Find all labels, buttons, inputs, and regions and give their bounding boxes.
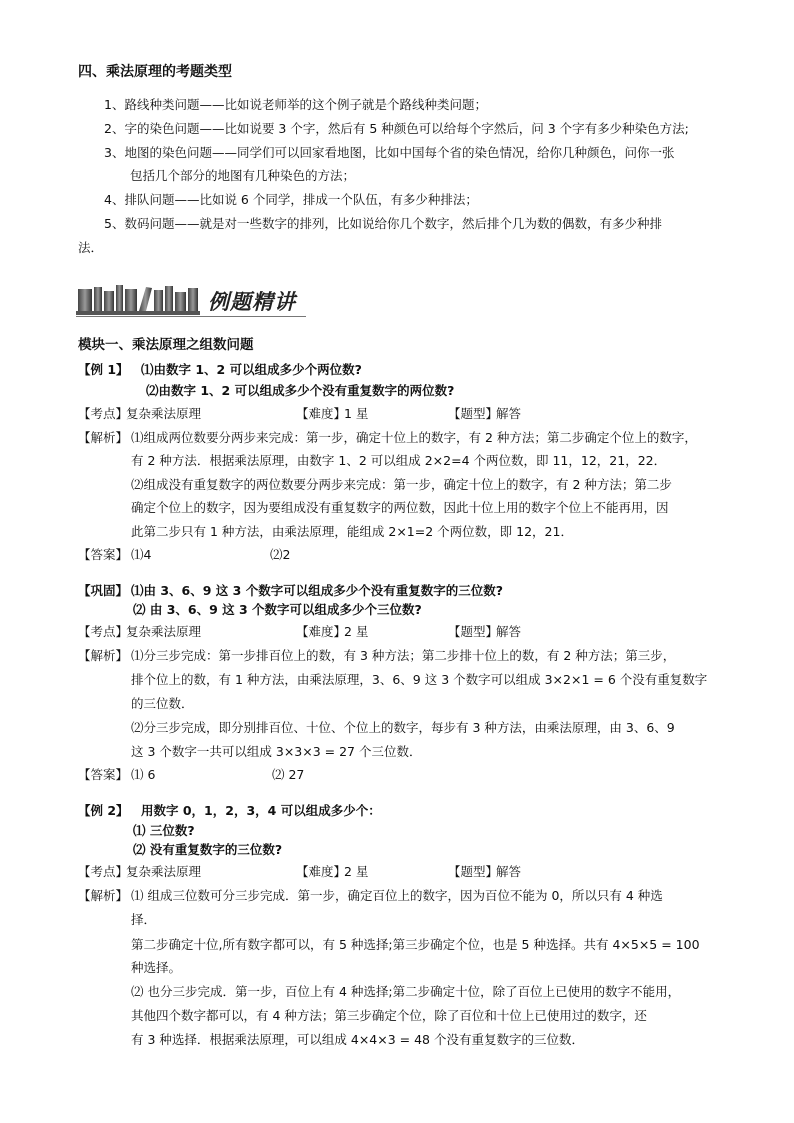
- jiexi-line: 种选择。: [131, 960, 182, 975]
- tixing-label: 【题型】: [448, 624, 499, 639]
- example-tag: 【例 1】: [78, 362, 129, 377]
- jiexi-line: 排个位上的数，有 1 种方法，由乘法原理，3、6、9 这 3 个数字可以组成 3×2×1 = 6 个没有重复数字: [131, 672, 708, 687]
- tixing-value: 解答: [496, 406, 522, 421]
- type-item: 3、地图的染色问题——同学们可以回家看地图，比如中国每个省的染色情况，给你几种颜色，问你一张: [104, 145, 675, 160]
- jiexi-line: 这 3 个数字一共可以组成 3×3×3 = 27 个三位数．: [131, 744, 422, 759]
- answer-2: ⑵ 27: [272, 767, 305, 782]
- question-2: ⑵ 没有重复数字的三位数?: [133, 842, 283, 857]
- section-heading: 四、乘法原理的考题类型: [78, 64, 232, 80]
- nandu-value: 2 星: [344, 864, 369, 879]
- banner-title: 例题精讲: [208, 289, 296, 314]
- question-1: ⑴由数字 1、2 可以组成多少个两位数?: [141, 362, 362, 377]
- jiexi-line: ⑴分三步完成：第一步排百位上的数，有 3 种方法；第二步排十位上的数，有 2 种方法；第三步，: [131, 648, 676, 663]
- answer-label: 【答案】: [78, 547, 129, 562]
- question-2: ⑵ 由 3、6、9 这 3 个数字可以组成多少个三位数?: [133, 602, 422, 617]
- tixing-value: 解答: [496, 864, 522, 879]
- jiexi-line: ⑴组成两位数要分两步来完成：第一步，确定十位上的数字，有 2 种方法；第二步确定个位上的数字，: [131, 430, 697, 445]
- jiexi-line: 此第二步只有 1 种方法，由乘法原理，能组成 2×1=2 个两位数，即 12，21．: [131, 524, 573, 539]
- jiexi-line: ⑵组成没有重复数字的两位数要分两步来完成：第一步，确定十位上的数字，有 2 种方法；第二步: [131, 477, 672, 492]
- kaodian-label: 【考点】: [78, 624, 129, 639]
- nandu-label: 【难度】: [296, 624, 347, 639]
- answer-1: ⑴ 6: [131, 767, 156, 782]
- jiexi-line: 有 2 种方法．根据乘法原理，由数字 1、2 可以组成 2×2=4 个两位数，即 11，12，21，22．: [131, 453, 667, 468]
- example-tag: 【巩固】: [78, 583, 129, 598]
- question-stem: 用数字 0，1，2，3，4 可以组成多少个：: [141, 803, 381, 818]
- nandu-label: 【难度】: [296, 864, 347, 879]
- nandu-value: 2 星: [344, 624, 369, 639]
- jiexi-label: 【解析】: [78, 648, 129, 663]
- jiexi-line: 择．: [131, 912, 157, 927]
- type-item: 包括几个部分的地图有几种染色的方法；: [130, 168, 356, 183]
- type-item: 1、路线种类问题——比如说老师举的这个例子就是个路线种类问题；: [104, 97, 487, 112]
- example-tag: 【例 2】: [78, 803, 129, 818]
- answer-label: 【答案】: [78, 767, 129, 782]
- kaodian-label: 【考点】: [78, 864, 129, 879]
- type-item: 5、数码问题——就是对一些数字的排列，比如说给你几个数字，然后排个几为数的偶数，有多少种排: [104, 216, 662, 231]
- kaodian-value: 复杂乘法原理: [126, 864, 202, 879]
- jiexi-line: ⑵分三步完成，即分别排百位、十位、个位上的数字，每步有 3 种方法，由乘法原理，由 3、6、9: [131, 720, 675, 735]
- jiexi-label: 【解析】: [78, 888, 129, 903]
- question-1: ⑴由 3、6、9 这 3 个数字可以组成多少个没有重复数字的三位数?: [131, 583, 503, 598]
- tixing-value: 解答: [496, 624, 522, 639]
- question-2: ⑵由数字 1、2 可以组成多少个没有重复数字的两位数?: [146, 383, 455, 398]
- question-1: ⑴ 三位数?: [133, 823, 195, 838]
- tixing-label: 【题型】: [448, 406, 499, 421]
- jiexi-line: 第二步确定十位,所有数字都可以，有 5 种选择;第三步确定个位，也是 5 种选择。共有 4×5×5 = 100: [131, 937, 700, 952]
- module-title: 模块一、乘法原理之组数问题: [78, 337, 254, 353]
- nandu-value: 1 星: [344, 406, 369, 421]
- jiexi-line: 确定个位上的数字，因为要组成没有重复数字的两位数，因此十位上用的数字个位上不能再用，因: [131, 500, 669, 515]
- kaodian-value: 复杂乘法原理: [126, 406, 202, 421]
- jiexi-label: 【解析】: [78, 430, 129, 445]
- tixing-label: 【题型】: [448, 864, 499, 879]
- section-banner: [76, 283, 306, 317]
- jiexi-line: 的三位数．: [131, 696, 194, 711]
- type-item: 法．: [78, 240, 104, 255]
- kaodian-value: 复杂乘法原理: [126, 624, 202, 639]
- type-item: 2、字的染色问题——比如说要 3 个字，然后有 5 种颜色可以给每个字然后，问 3 个字有多少种染色方法;: [104, 121, 689, 136]
- type-item: 4、排队问题——比如说 6 个同学，排成一个队伍，有多少种排法；: [104, 192, 478, 207]
- answer-2: ⑵2: [270, 547, 291, 562]
- kaodian-label: 【考点】: [78, 406, 129, 421]
- answer-1: ⑴4: [131, 547, 152, 562]
- nandu-label: 【难度】: [296, 406, 347, 421]
- jiexi-line: ⑵ 也分三步完成．第一步，百位上有 4 种选择;第二步确定十位，除了百位上已使用的数字不能用，: [131, 984, 681, 999]
- jiexi-line: 有 3 种选择．根据乘法原理，可以组成 4×4×3 = 48 个没有重复数字的三位数．: [131, 1032, 584, 1047]
- jiexi-line: 其他四个数字都可以，有 4 种方法；第三步确定个位，除了百位和十位上已使用过的数字，还: [131, 1008, 647, 1023]
- jiexi-line: ⑴ 组成三位数可分三步完成．第一步，确定百位上的数字，因为百位不能为 0，所以只有 4 种选: [131, 888, 663, 903]
